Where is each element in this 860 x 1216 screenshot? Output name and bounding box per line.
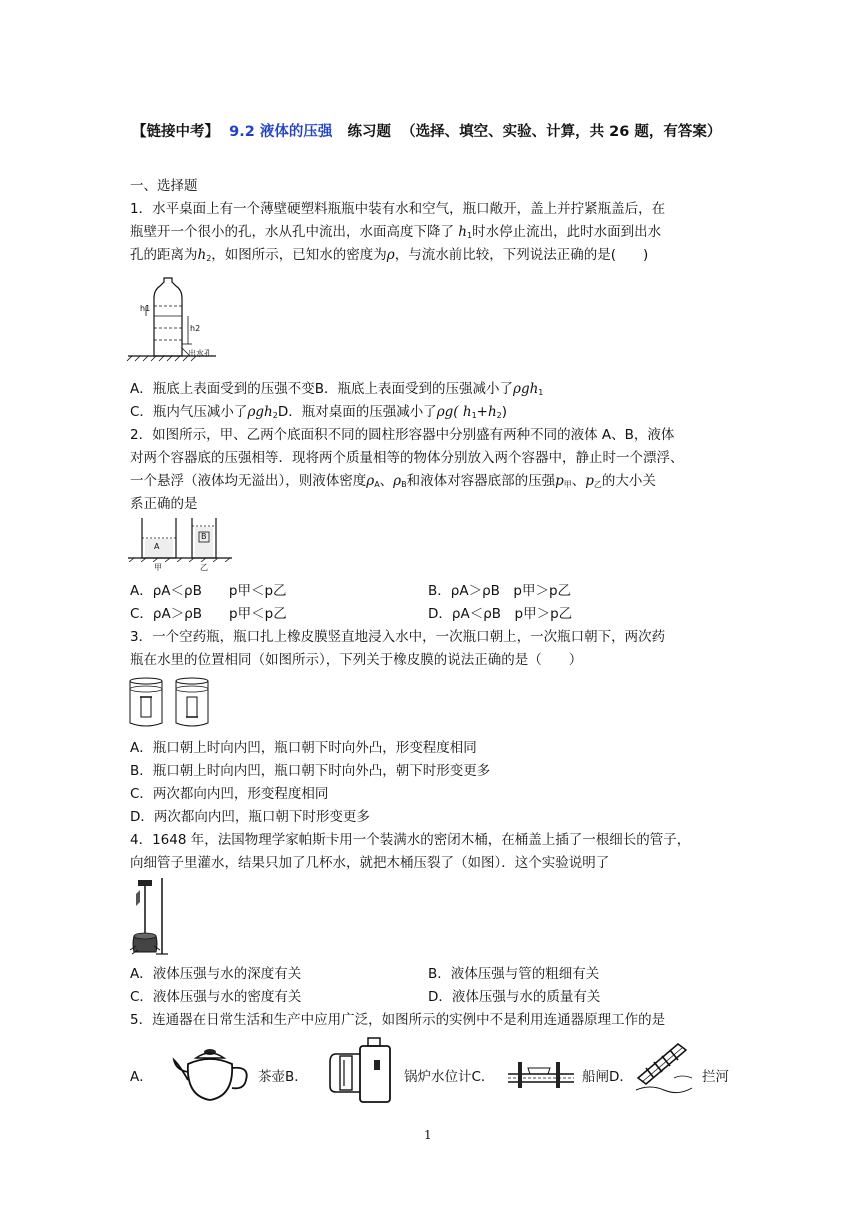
q2-line4: 系正确的是 xyxy=(130,496,198,512)
q3-option-d: D．两次都向内凹，瓶口朝下时形变更多 xyxy=(130,809,370,825)
q5-dam-figure xyxy=(634,1038,694,1096)
q5-label-a: A． xyxy=(130,1069,153,1085)
title-bracket: 【链接中考】 xyxy=(132,124,219,140)
fig-label-yi: 乙 xyxy=(200,563,208,572)
fig-label-jia: 甲 xyxy=(154,563,162,572)
q1-line3: 孔的距离为$h_2$，如图所示，已知水的密度为ρ，与流水前比较，下列说法正确的是( ) xyxy=(130,247,649,263)
q1-line2: 瓶壁开一个很小的孔，水从孔中流出，水面高度下降了 $h_1$时水停止流出，此时水面到出水 xyxy=(130,224,662,240)
q3-option-b: B．瓶口朝上时向内凹，瓶口朝下时向外凸，朝下时形变更多 xyxy=(130,763,491,779)
q3-bottles-figure xyxy=(126,675,226,731)
q1-options-ab: A．瓶底上表面受到的压强不变B．瓶底上表面受到的压强减小了ρgh$_1$ xyxy=(130,381,544,397)
q3-option-c: C．两次都向内凹，形变程度相同 xyxy=(130,786,329,802)
q1-line1: 1．水平桌面上有一个薄壁硬塑料瓶瓶中装有水和空气，瓶口敞开，盖上并拧紧瓶盖后，在 xyxy=(130,201,666,217)
q2-option-b: B．ρA＞ρB p甲＞p乙 xyxy=(428,583,572,599)
q2-line1: 2．如图所示，甲、乙两个底面积不同的圆柱形容器中分别盛有两种不同的液体 A、B，液体 xyxy=(130,427,675,443)
q1-options-cd: C．瓶内气压减小了ρgh$_2$D．瓶对桌面的压强减小了ρg( $h_1+h_2$) xyxy=(130,404,508,420)
q2-line2: 对两个容器底的压强相等．现将两个质量相等的物体分别放入两个容器中，静止时一个漂浮、 xyxy=(130,450,684,466)
q5-item-d: 拦河 xyxy=(702,1069,729,1085)
q1-option-d: D．瓶对桌面的压强减小了 xyxy=(277,404,437,420)
q2-containers-figure xyxy=(126,514,236,574)
q3-option-a: A．瓶口朝上时向内凹，瓶口朝下时向外凸，形变程度相同 xyxy=(130,740,477,756)
title-note: （选择、填空、实验、计算，共 26 题，有答案） xyxy=(401,124,722,140)
q4-line1: 4．1648 年，法国物理学家帕斯卡用一个装满水的密闭木桶，在桶盖上插了一根细长的管子， xyxy=(130,832,691,848)
q5-item-b: 锅炉水位计C． xyxy=(404,1069,495,1085)
q4-option-b: B．液体压强与管的粗细有关 xyxy=(428,966,600,982)
q2-option-d: D．ρA＜ρB p甲＞p乙 xyxy=(428,606,573,622)
title-type: 练习题 xyxy=(347,124,391,140)
fig-label-h2: h2 xyxy=(190,324,201,333)
q1-option-b: B．瓶底上表面受到的压强减小了 xyxy=(314,381,514,397)
q1-option-c: C．瓶内气压减小了 xyxy=(130,404,248,420)
q1-bottle-figure xyxy=(126,276,226,362)
q5-teapot-figure xyxy=(172,1040,252,1106)
q4-barrel-figure xyxy=(126,876,176,956)
q3-line2: 瓶在水里的位置相同（如图所示），下列关于橡皮膜的说法正确的是（ ） xyxy=(130,652,583,668)
fig-label-hole: 出水孔 xyxy=(188,349,212,358)
q2-option-c: C．ρA＞ρB p甲＜p乙 xyxy=(130,606,287,622)
q4-line2: 向细管子里灌水，结果只加了几杯水，就把木桶压裂了（如图）．这个实验说明了 xyxy=(130,855,610,871)
q2-line3: 一个悬浮（液体均无溢出），则液体密度$\rho_A$、$\rho_B$和液体对容器底部的压强$p_甲$、$p_乙$的大小关 xyxy=(130,473,656,489)
q2-option-a: A．ρA＜ρB p甲＜p乙 xyxy=(130,583,287,599)
q1-option-a: A．瓶底上表面受到的压强不变 xyxy=(130,381,315,397)
document-title xyxy=(132,120,721,141)
fig-label-b: B xyxy=(201,532,207,541)
q4-option-c: C．液体压强与水的密度有关 xyxy=(130,989,302,1005)
q4-option-d: D．液体压强与水的质量有关 xyxy=(428,989,601,1005)
q5-line1: 5．连通器在日常生活和生产中应用广泛，如图所示的实例中不是利用连通器原理工作的是 xyxy=(130,1012,666,1028)
fig-label-a: A xyxy=(154,542,160,551)
q5-item-c: 船闸D． xyxy=(582,1069,633,1085)
title-section: 9.2 液体的压强 xyxy=(229,124,333,140)
q5-boiler-figure xyxy=(326,1034,400,1106)
q3-line1: 3．一个空药瓶，瓶口扎上橡皮膜竖直地浸入水中，一次瓶口朝上，一次瓶口朝下，两次药 xyxy=(130,629,666,645)
q5-item-a: 茶壶B． xyxy=(258,1069,308,1085)
q4-option-a: A．液体压强与水的深度有关 xyxy=(130,966,302,982)
q5-shiplock-figure xyxy=(506,1054,576,1090)
page-number: 1 xyxy=(424,1128,432,1142)
fig-label-h1: h1 xyxy=(140,304,151,313)
section-heading: 一、选择题 xyxy=(130,178,198,194)
